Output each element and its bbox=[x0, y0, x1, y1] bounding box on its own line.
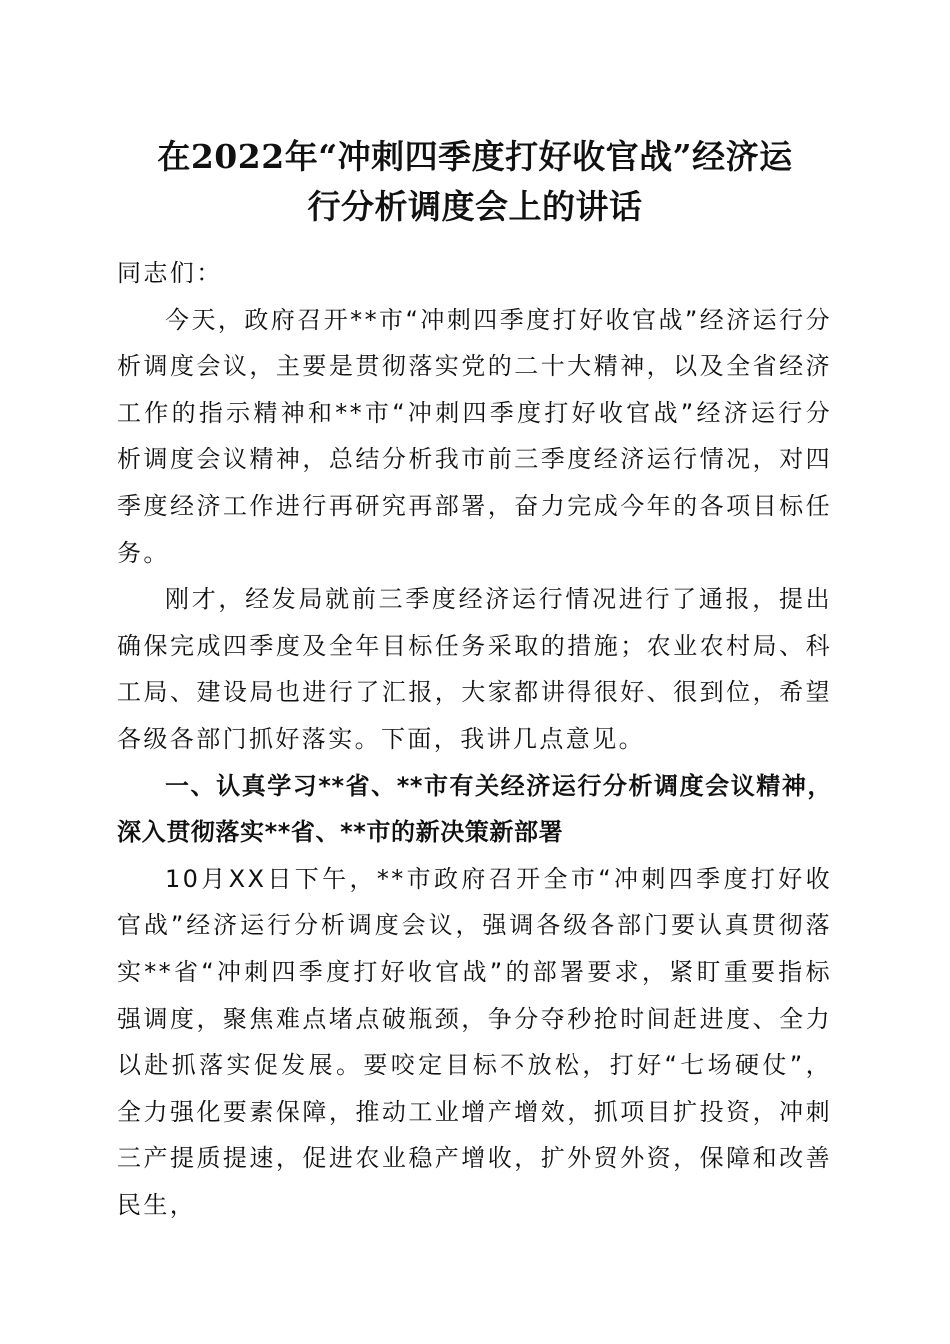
paragraph-opening: 今天，政府召开**市“冲刺四季度打好收官战”经济运行分析调度会议，主要是贯彻落实党的二十大精神，以及全省经济工作的指示精神和**市“冲刺四季度打好收官战”经济运行分析调度会议精神，总结分析我市前三季度经济运行情况，对四季度经济工作进行再研究再部署，奋力完成今年的各项目标任务。 bbox=[117, 305, 832, 567]
paragraph-reports: 刚才，经发局就前三季度经济运行情况进行了通报，提出确保完成四季度及全年目标任务采取的措施；农业农村局、科工局、建设局也进行了汇报，大家都讲得很好、很到位，希望各级各部门抓好落实。下面，我讲几点意见。 bbox=[117, 585, 832, 753]
section-heading-1: 一、认真学习**省、**市有关经济运行分析调度会议精神，深入贯彻落实**省、**市的新决策新部署 bbox=[117, 771, 832, 847]
salutation: 同志们： bbox=[117, 259, 223, 287]
paragraph-city-meeting: 10月XX日下午，**市政府召开全市“冲刺四季度打好收官战”经济运行分析调度会议，强调各级各部门要认真贯彻落实**省“冲刺四季度打好收官战”的部署要求，紧盯重要指标强调度，聚焦难点堵点破瓶颈，争分夺秒抢时间赶进度、全力以赴抓落实促发展。要咬定目标不放松，打好“七场硬仗”，全力强化要素保障，推动工业增产增效，抓项目扩投资，冲刺三产提质提速，促进农业稳产增收，扩外贸外资，保障和改善民生， bbox=[117, 864, 832, 1219]
title-line-1: 在2022年“冲刺四季度打好收官战”经济运 bbox=[157, 137, 793, 176]
document-body bbox=[117, 250, 832, 1228]
document-title bbox=[100, 132, 850, 232]
title-line-2: 行分析调度会上的讲话 bbox=[307, 187, 643, 226]
